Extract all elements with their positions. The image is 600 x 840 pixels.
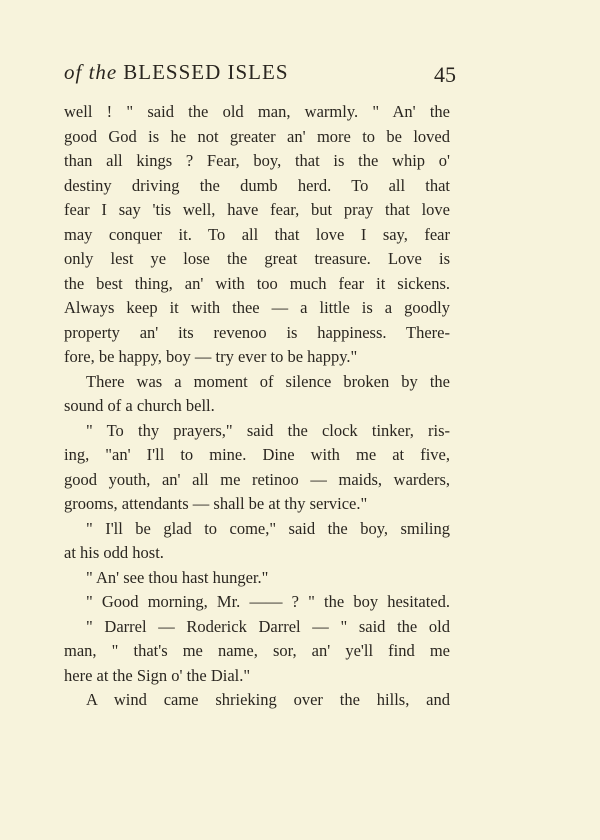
text-line: destiny driving the dumb herd. To all that: [64, 175, 450, 195]
text-line: fear I say 'tis well, have fear, but pray that love: [64, 200, 450, 219]
text-line: the best thing, an' with too much fear it sickens.: [64, 273, 450, 293]
page-number: 45: [434, 62, 456, 87]
text-line: only lest ye lose the great treasure. Love is: [64, 249, 450, 268]
text-line: good God is he not greater an' more to be loved: [64, 126, 450, 146]
text-line: well ! " said the old man, warmly. " An' the: [64, 102, 450, 121]
text-line: may conquer it. To all that love I say, fear: [64, 224, 450, 244]
text-line: grooms, attendants — shall be at thy service.": [64, 494, 368, 513]
body-text: [64, 100, 450, 713]
text-line: A wind came shrieking over the hills, and: [86, 690, 450, 709]
text-line: " I'll be glad to come," said the boy, smiling: [86, 518, 450, 538]
text-line: " An' see thou hast hunger.": [86, 567, 269, 587]
text-line: man, " that's me name, sor, an' ye'll find me: [64, 641, 450, 660]
text-line: good youth, an' all me retinoo — maids, warders,: [64, 469, 450, 489]
running-head-prefix: of the: [64, 60, 118, 84]
text-line: property an' its revenoo is happiness. There-: [64, 322, 450, 342]
text-line: " Good morning, Mr. —— ? " the boy hesitated.: [86, 592, 450, 611]
text-line: fore, be happy, boy — try ever to be happy.": [64, 347, 358, 366]
text-line: " To thy prayers," said the clock tinker, ris-: [86, 420, 450, 440]
text-line: Always keep it with thee — a little is a goodly: [64, 298, 450, 317]
text-line: ing, "an' I'll to mine. Dine with me at five,: [64, 445, 450, 464]
text-line: sound of a church bell.: [64, 396, 215, 415]
text-line: " Darrel — Roderick Darrel — " said the old: [86, 616, 450, 636]
text-line: than all kings ? Fear, boy, that is the whip o': [64, 151, 450, 170]
running-head: [64, 60, 289, 85]
text-line: at his odd host.: [64, 543, 164, 562]
page-header: [64, 60, 456, 92]
text-line: here at the Sign o' the Dial.": [64, 665, 251, 685]
text-line: There was a moment of silence broken by the: [86, 371, 450, 391]
running-head-title: BLESSED ISLES: [123, 60, 289, 84]
